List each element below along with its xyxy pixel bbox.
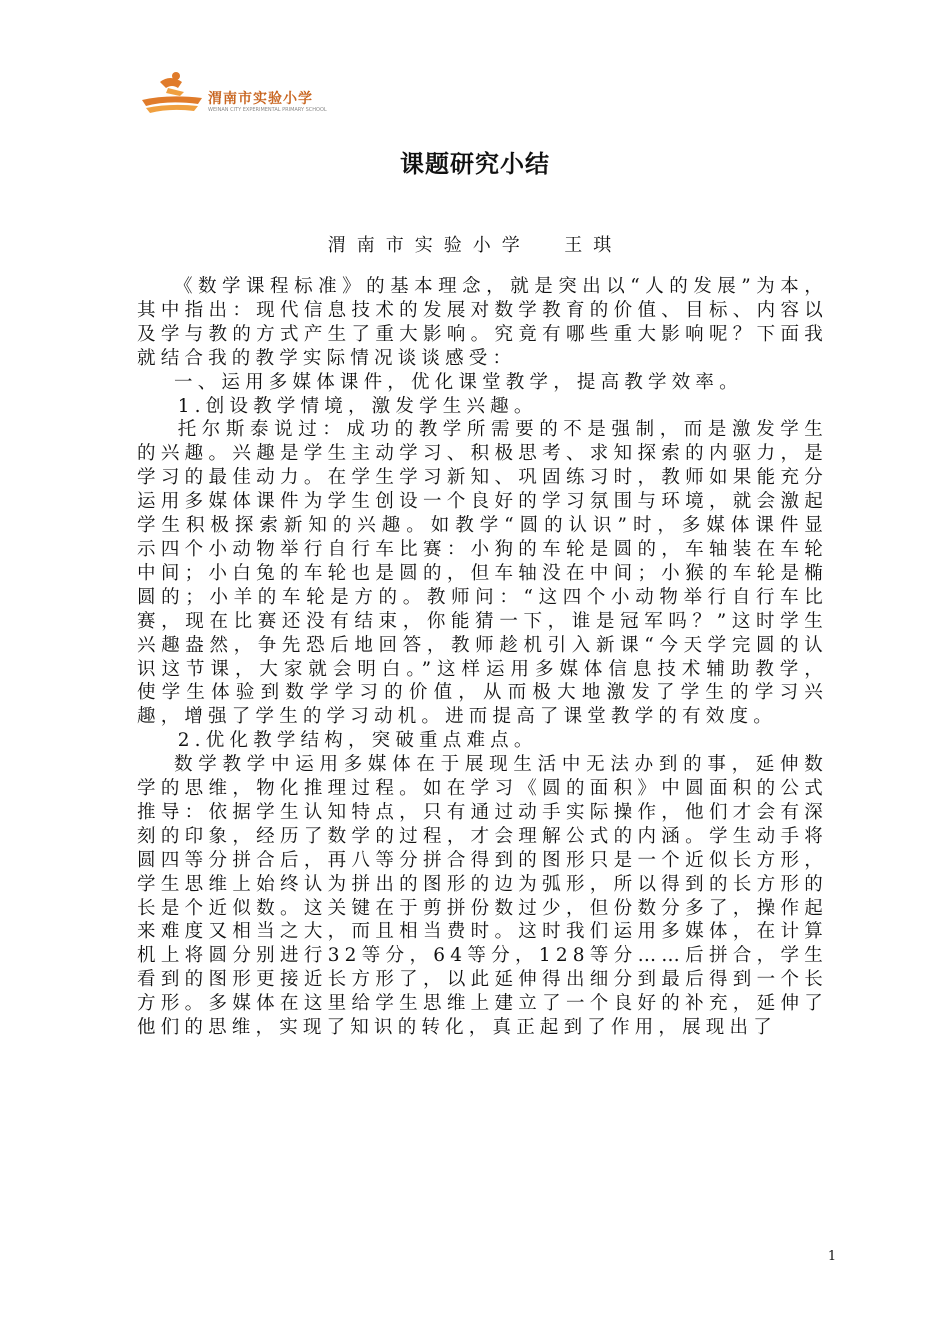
heading-subsection-1: 1.创设教学情境，激发学生兴趣。 bbox=[177, 395, 538, 417]
logo-school-name: 渭南市实验小学 bbox=[208, 91, 313, 107]
paragraph-interest: 托尔斯泰说过：成功的教学所需要的不是强制，而是激发学生的兴趣。兴趣是学生主动学习、积极思考、求知探索的内驱力，是学习的最佳动力。在学生学习新知、巩固练习时，教师如果能充分运用多媒体课件为学生创设一个良好的学习氛围与环境，就会激起学生积极探索新知的兴趣。如教学“圆的认识”时，多媒体课件显示四个小动物举行自行车比赛：小狗的车轮是圆的，车轴装在车轮中间；小白兔的车轮也是圆的，但车轴没在中间；小猴的车轮是椭圆的；小羊的车轮是方的。教师问：“这四个小动物举行自行车比赛，现在比赛还没有结束，你能猜一下，谁是冠军吗？”这时学生兴趣盎然，争先恐后地回答，教师趁机引入新课“今天学完圆的认识这节课，大家就会明白。”这样运用多媒体信息技术辅助教学，使学生体验到数学学习的价值，从而极大地激发了学生的学习兴趣，增强了学生的学习动机。进而提高了课堂教学的有效度。 bbox=[137, 419, 828, 728]
heading-section-1: 一、运用多媒体课件，优化课堂教学，提高教学效率。 bbox=[174, 371, 743, 393]
paragraph-intro: 《数学课程标准》的基本理念，就是突出以“人的发展”为本，其中指出：现代信息技术的发展对数学教育的价值、目标、内容以及学与教的方式产生了重大影响。究竟有哪些重大影响呢？下面我就结合我的教学实际情况谈谈感受： bbox=[137, 276, 828, 369]
school-logo bbox=[138, 66, 358, 122]
page-number: 1 bbox=[827, 1249, 837, 1264]
paragraph-structure: 数学教学中运用多媒体在于展现生活中无法办到的事，延伸数学的思维，物化推理过程。如在学习《圆的面积》中圆面积的公式推导：依据学生认知特点，只有通过动手实际操作，他们才会有深刻的印象，经历了数学的过程，才会理解公式的内涵。学生动手将圆四等分拼合后，再八等分拼合得到的图形只是一个近似长方形，学生思维上始终认为拼出的图形的边为弧形，所以得到的长方形的长是个近似数。这关键在于剪拼份数过少，但份数分多了，操作起来难度又相当之大，而且相当费时。这时我们运用多媒体，在计算机上将圆分别进行32等分，64等分，128等分……后拼合，学生看到的图形更接近长方形了，以此延伸得出细分到最后得到一个长方形。多媒体在这里给学生思维上建立了一个良好的补充，延伸了他们的思维，实现了知识的转化，真正起到了作用，展现出了 bbox=[137, 754, 828, 1039]
heading-subsection-2: 2.优化教学结构，突破重点难点。 bbox=[177, 730, 538, 752]
runner-logo-icon bbox=[138, 66, 208, 122]
author-line: 渭南市实验小学 王琪 bbox=[327, 235, 623, 256]
logo-school-subtitle: WEINAN CITY EXPERIMENTAL PRIMARY SCHOOL bbox=[208, 107, 327, 113]
document-title: 课题研究小结 bbox=[400, 150, 550, 178]
document-body bbox=[137, 275, 828, 1040]
